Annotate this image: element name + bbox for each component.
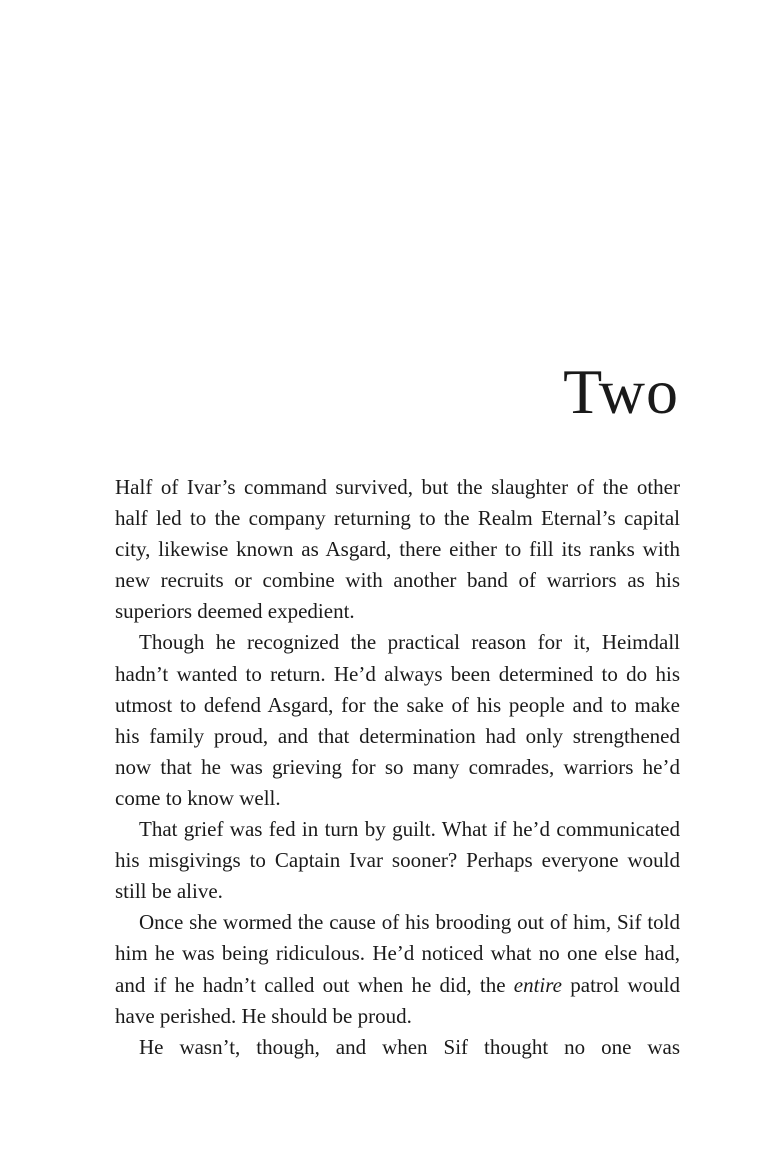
chapter-title: Two bbox=[563, 356, 679, 427]
paragraph bbox=[115, 907, 680, 1031]
paragraph: Though he recognized the practical reason for it, Heimdall hadn’t wanted to return. He’d always been determined to do his utmost to defend Asgard, for the sake of his people and to make his family proud, and that determination had only strengthened now that he was grieving for so many comrades, warriors he’d come to know well. bbox=[115, 630, 680, 810]
paragraph: Half of Ivar’s command survived, but the slaughter of the other half led to the company returning to the Realm Eternal’s capital city, likewise known as Asgard, there either to fill its ranks with new recruits or combine with another band of warriors as his superiors deemed expedient. bbox=[115, 475, 680, 624]
chapter-body bbox=[115, 472, 680, 1063]
paragraph-text: Once she wormed the cause of his brooding out of him, Sif told him he was being ridiculous. He’d noticed what no one else had, and if he hadn’t called out when he did, the bbox=[115, 910, 680, 997]
paragraph: He wasn’t, though, and when Sif thought no one was bbox=[139, 1034, 680, 1059]
paragraph-text: patrol would have perished. He should be proud. bbox=[115, 972, 680, 1028]
paragraph: That grief was fed in turn by guilt. What if he’d communicated his misgivings to Captain Ivar sooner? Perhaps everyone would still be alive. bbox=[115, 817, 680, 904]
emphasized-word: entire bbox=[513, 972, 562, 997]
